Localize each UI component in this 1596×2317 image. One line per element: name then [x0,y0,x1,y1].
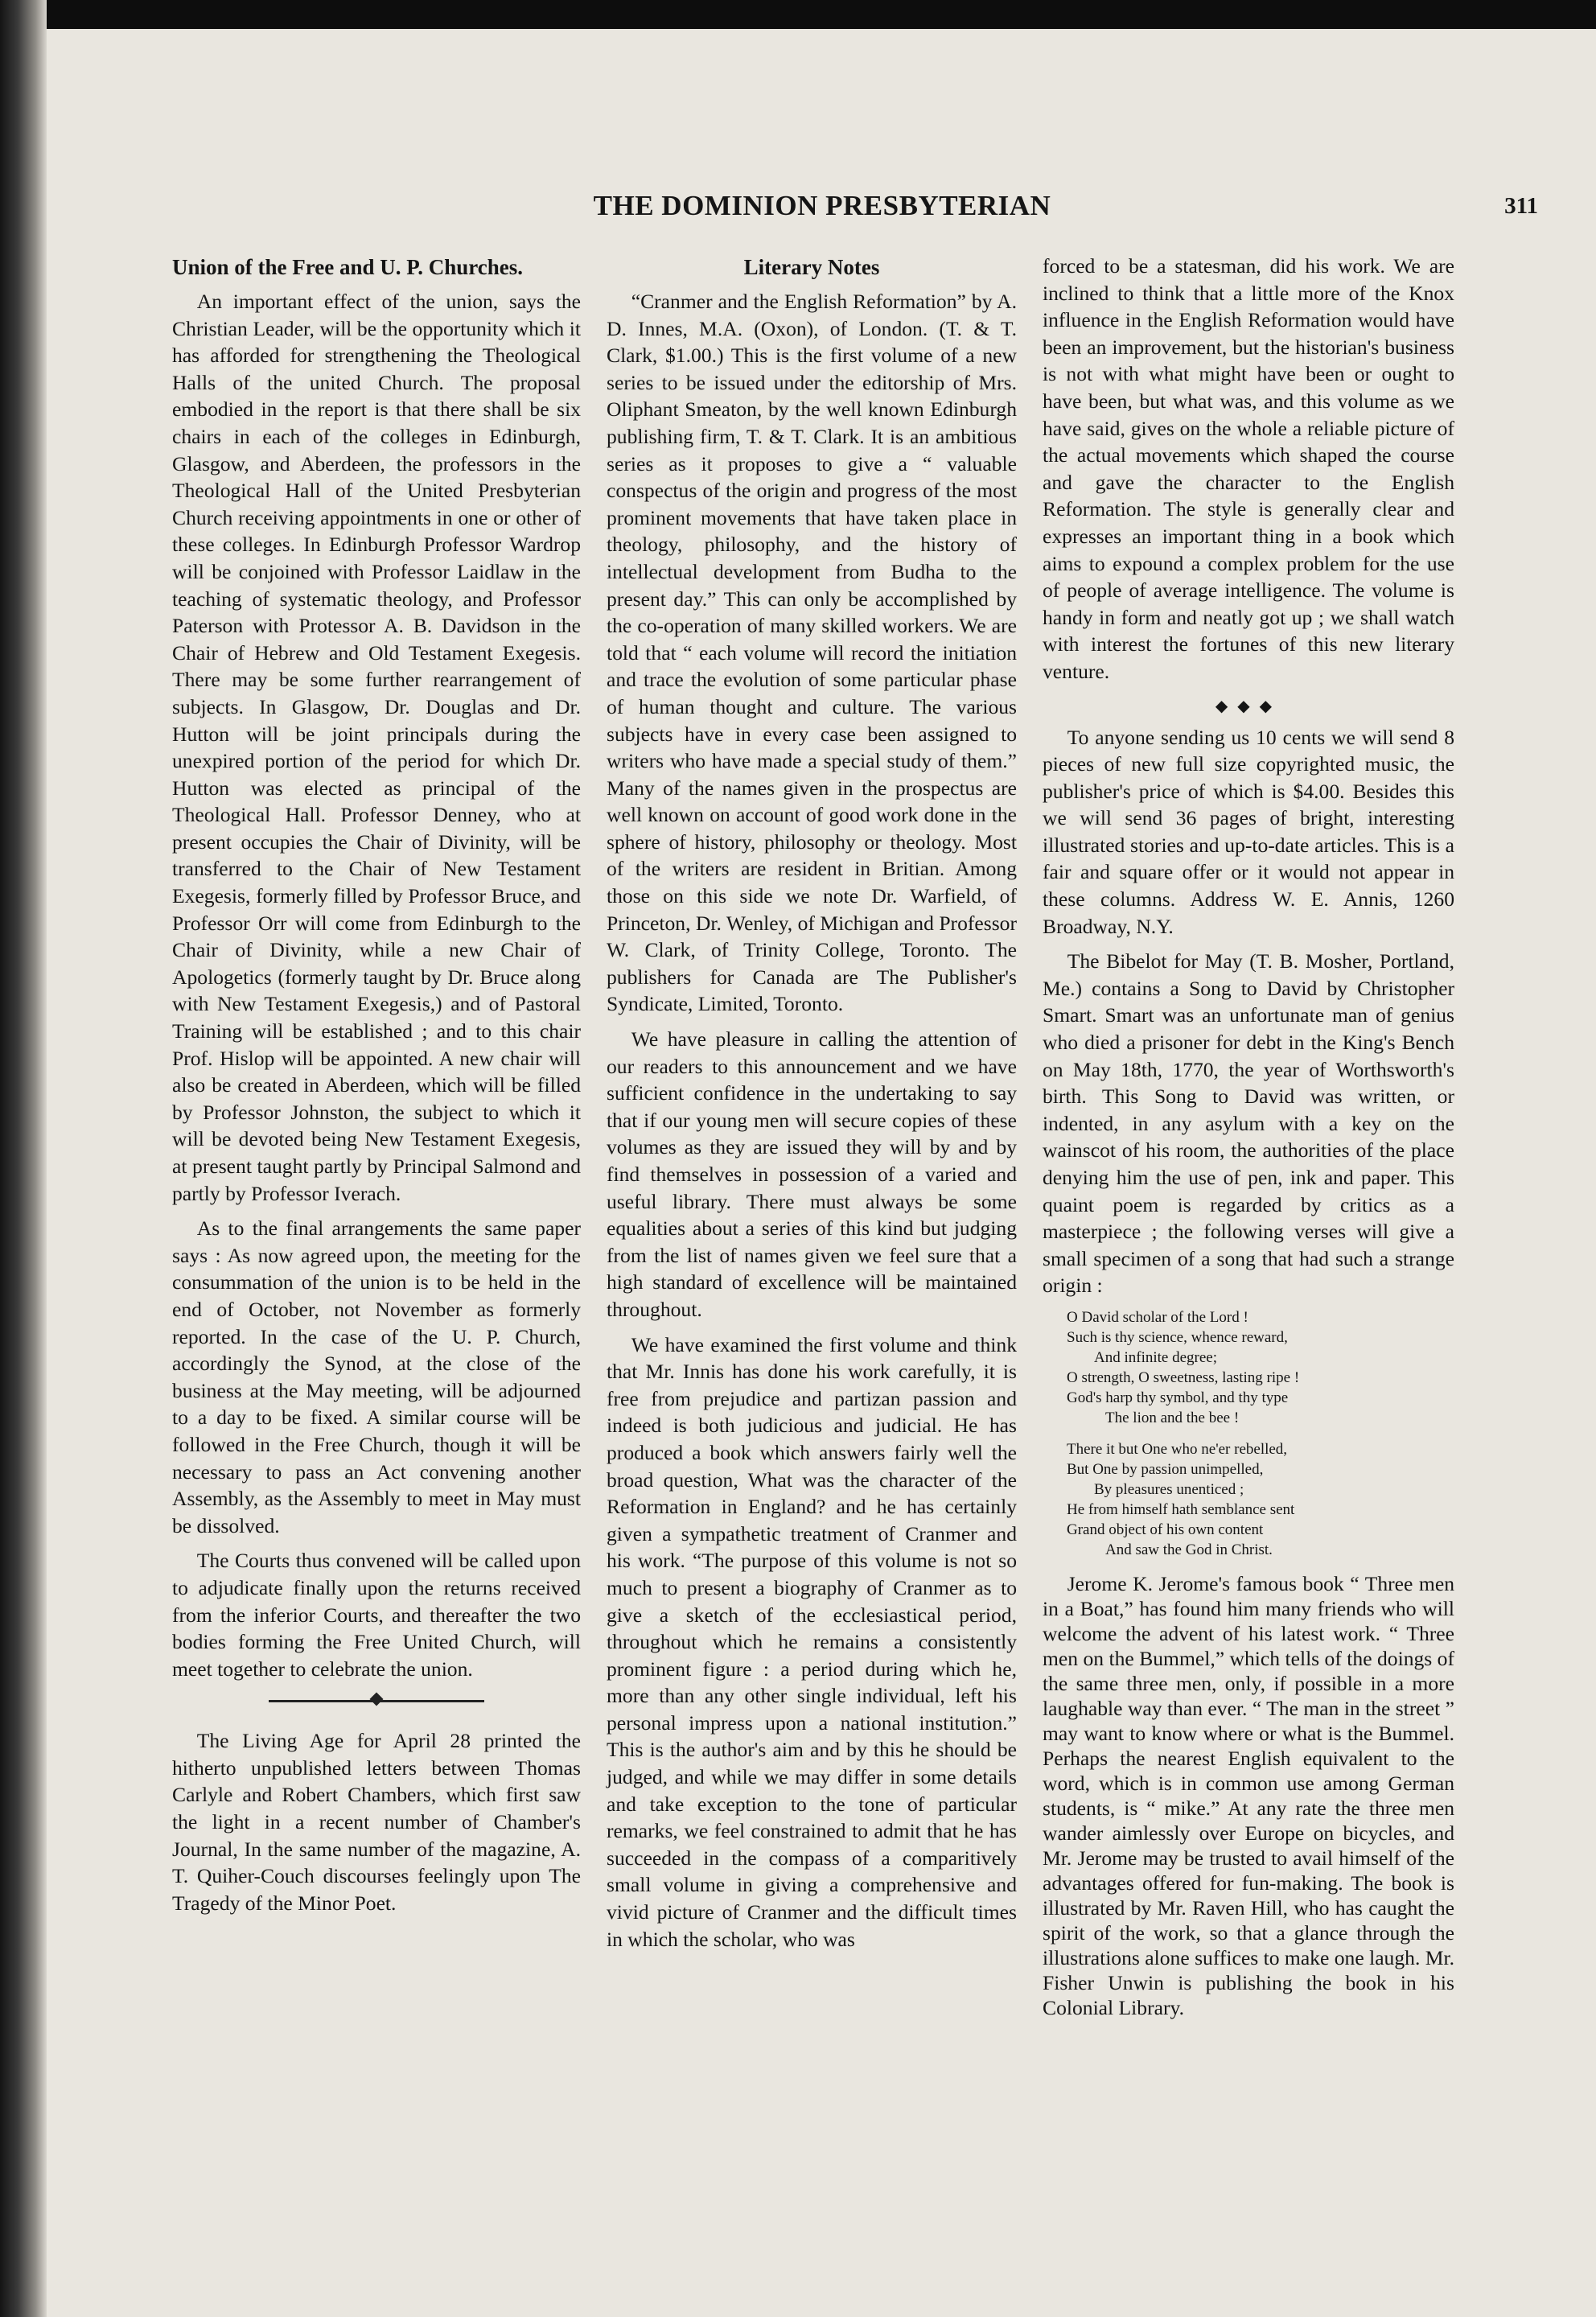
poem-line: O David scholar of the Lord ! [1067,1308,1248,1326]
paragraph: We have pleasure in calling the attention of our readers to this announcement and we have sufficient confidence in the undertaking to say that if our young men will secure copies of these volumes as they are issued they will by and by find themselves in possession of a varied and useful library. There must always be some equalities about a series of this kind but judging from the list of names given we feel sure that a high standard of excellence will be maintained throughout. [607,1027,1017,1321]
column-3 [1043,253,1454,2028]
poem-line: He from himself hath semblance sent [1067,1500,1295,1518]
paragraph: forced to be a statesman, did his work. We are inclined to think that a little more of the Knox influence in the English Reformation would have been an improvement, but the historian's business is not with what might have been or ought to have been, but what was, and this volume as we have said, gives on the whole a reliable picture of the actual movements which shaped the course and gave the character to the English Reformation. The style is generally clear and expresses an important thing in a book which aims to expound a complex problem for the use of people of average intelligence. The volume is handy in form and neatly got up ; we shall watch with interest the fortunes of this new literary venture. [1043,254,1454,683]
poem-line: God's harp thy symbol, and thy type [1067,1389,1289,1406]
paragraph: The Living Age for April 28 printed the hitherto unpublished letters between Thomas Carlyle and Robert Chambers, which first saw the light in a recent number of Chamber's Journal, In the same number of the magazine, A. T. Quiher-Couch discourses feelingly upon The Tragedy of the Minor Poet. [172,1729,581,1915]
paragraph: We have examined the first volume and think that Mr. Innis has done his work carefully, it is free from prejudice and partizan passion and indeed is both judicious and judicial. He has produced a book which answers fairly well the broad question, What was the character of the Reformation in England? and he has certainly given a sympathetic treatment of Cranmer and his work. “The purpose of this volume is not so much to present a biography of Cranmer as to give a sketch of the ecclesiastical period, throughout which he remains a consistently prominent figure : a period during which he, more than any other single individual, left his personal impress upon a national institution.” This is the author's aim and by this he should be judged, and while we may differ in some details and take exception to the tone of particular remarks, we feel constrained to admit that he has succeeded in the compass of a comparitively small volume in giving a comprehensive and vivid picture of Cranmer and the difficult times in which the scholar, who was [607,1332,1017,1951]
poem-line: And infinite degree; [1094,1348,1218,1366]
paragraph: As to the final arrangements the same paper says : As now agreed upon, the meeting for the consummation of the union is to be held in the end of October, not November as formerly reported. In the case of the U. P. Church, accordingly the Synod, at the close of the business at the May meeting, will be adjourned to a day to be fixed. A similar course will be followed in the Free Church, though it will be necessary to pass an Act convening another Assembly, as the Assembly to meet in May must be dissolved. [172,1216,581,1537]
poem-line: But One by passion unimpelled, [1067,1460,1264,1478]
poem-stanza-gap [1067,1428,1454,1439]
paragraph: “Cranmer and the English Reformation” by A. D. Innes, M.A. (Oxon), of London. (T. & T. Clark, $1.00.) This is the first volume of a new series to be issued under the editorship of Mrs. Oliphant Smeaton, by the well known Edinburgh publishing firm, T. & T. Clark. It is an ambitious series as it proposes to give a “ valuable conspectus of the origin and progress of the most prominent movements that have taken place in theology, philosophy, and the history of intellectual development from Budha to the present day.” This can only be accomplished by the co-operation of many skilled workers. We are told that “ each volume will record the initiation and trace the evolution of some particular phase of human thought and culture. The various subjects have in every case been assigned to writers who have made a special study of them.” Many of the names given in the prospectus are well known on account of good work done in the sphere of history, philosophy or theology. Most of the writers are resident in Britian. Among those on this side we note Dr. Warfield, of Princeton, Dr. Wenley, of Michigan and Professor W. Clark, of Trinity College, Toronto. The publishers for Canada are The Publisher's Syndicate, Limited, Toronto. [607,290,1017,1016]
column-1 [172,253,581,1924]
poem-line: And saw the God in Christ. [1105,1541,1273,1558]
paragraph: An important effect of the union, says the Christian Leader, will be the opportunity which it has afforded for strengthening the Theological Halls of the united Church. The proposal embodied in the report is that there shall be six chairs in each of the colleges in Edinburgh, Glasgow, and Aberdeen, the professors in the Theological Hall of the United Presbyterian Church receiving appointments in one or other of these colleges. In Edinburgh Professor Wardrop will be conjoined with Professor Laidlaw in the teaching of systematic theology, and Professor Paterson with Protessor A. B. Davidson in the Chair of Hebrew and Old Testament Exegesis. There may be some further rearrangement of subjects. In Glasgow, Dr. Douglas and Dr. Hutton will be joint principals during the unexpired portion of the period for which Dr. Hutton was elected as principal of the Theological Hall. Professor Denney, who at present occupies the Chair of Divinity, will be transferred to the Chair of New Testament Exegesis, formerly filled by Professor Bruce, and Professor Orr will come from Edinburgh to the Chair of Divinity, while a new Chair of Apologetics (formerly taught by Dr. Bruce along with New Testament Exegesis,) and of Pastoral Training will be established ; and to this chair Prof. Hislop will be appointed. A new chair will also be created in Aberdeen, which will be filled by Professor Johnston, the subject to which it will be devoted being New Testament Exegesis, at present taught partly by Principal Salmond and partly by Professor Iverach. [172,290,581,1205]
page-title: THE DOMINION PRESBYTERIAN [593,190,1051,221]
poem-excerpt [1067,1307,1454,1560]
poem-line: O strength, O sweetness, lasting ripe ! [1067,1368,1300,1386]
poem-line: Grand object of his own content [1067,1521,1264,1538]
paragraph: Jerome K. Jerome's famous book “ Three men in a Boat,” has found him many friends who will welcome the advent of his latest work. “ Three men on the Bummel,” which tells of the doings of the same three men, only, if possible in a more laughable way than ever. “ The man in the street ” may want to know where or what is the Bummel. Perhaps the nearest English equivalent to the word, which is in common use among German students, is “ mike.” At any rate the three men wander aimlessly over Europe on bicycles, and Mr. Jerome may be trusted to avail himself of the advantages offered for fun-making. The book is illustrated by Mr. Raven Hill, who has caught the spirit of the work, so that a glance through the illustrations alone suffices to make one laugh. Mr. Fisher Unwin is publishing the book in his Colonial Library. [1043,1571,1455,2019]
page-number: 311 [1504,193,1538,219]
diamond-ornament-icon [370,1693,384,1706]
paragraph: To anyone sending us 10 cents we will send 8 pieces of new full size copyrighted music, the publisher's price of which is $4.00. Besides this we will send 36 pages of bright, interesting illustrated stories and up-to-date articles. This is a fair and square offer or it would not appear in these columns. Address W. E. Annis, 1260 Broadway, N.Y. [1043,725,1454,938]
article-heading-literary-notes: Literary Notes [743,255,880,279]
paragraph: The Bibelot for May (T. B. Mosher, Portland, Me.) contains a Song to David by Christopher Smart. Smart was an unfortunate man of genius who died a prisoner for debt in the King's Bench on May 18th, 1770, the year of Worthsworth's birth. This Song to David was written, or indented, in any asylum with a key on the wainscot of his room, the authorities of the place denying him the use of pen, ink and paper. This quaint poem is regarded by critics as a masterpiece ; the following verses will give a small specimen of a song that had such a strange origin : [1043,949,1454,1298]
poem-line: There it but One who ne'er rebelled, [1067,1440,1288,1458]
diamond-divider-icon: ◆◆◆ [1215,697,1282,715]
paragraph: The Courts thus convened will be called upon to adjudicate finally upon the returns received from the inferior Courts, and thereafter the two bodies forming the Free United Church, will meet together to celebrate the union. [172,1549,581,1681]
article-heading-union: Union of the Free and U. P. Churches. [172,255,524,279]
poem-line: By pleasures unenticed ; [1094,1480,1244,1498]
poem-line: The lion and the bee ! [1105,1409,1240,1426]
column-2 [607,253,1017,1961]
page-header [48,187,1596,235]
section-divider [172,1692,581,1710]
scan-top-border [0,0,1596,29]
scan-left-border [0,0,47,2317]
poem-line: Such is thy science, whence reward, [1067,1328,1288,1346]
